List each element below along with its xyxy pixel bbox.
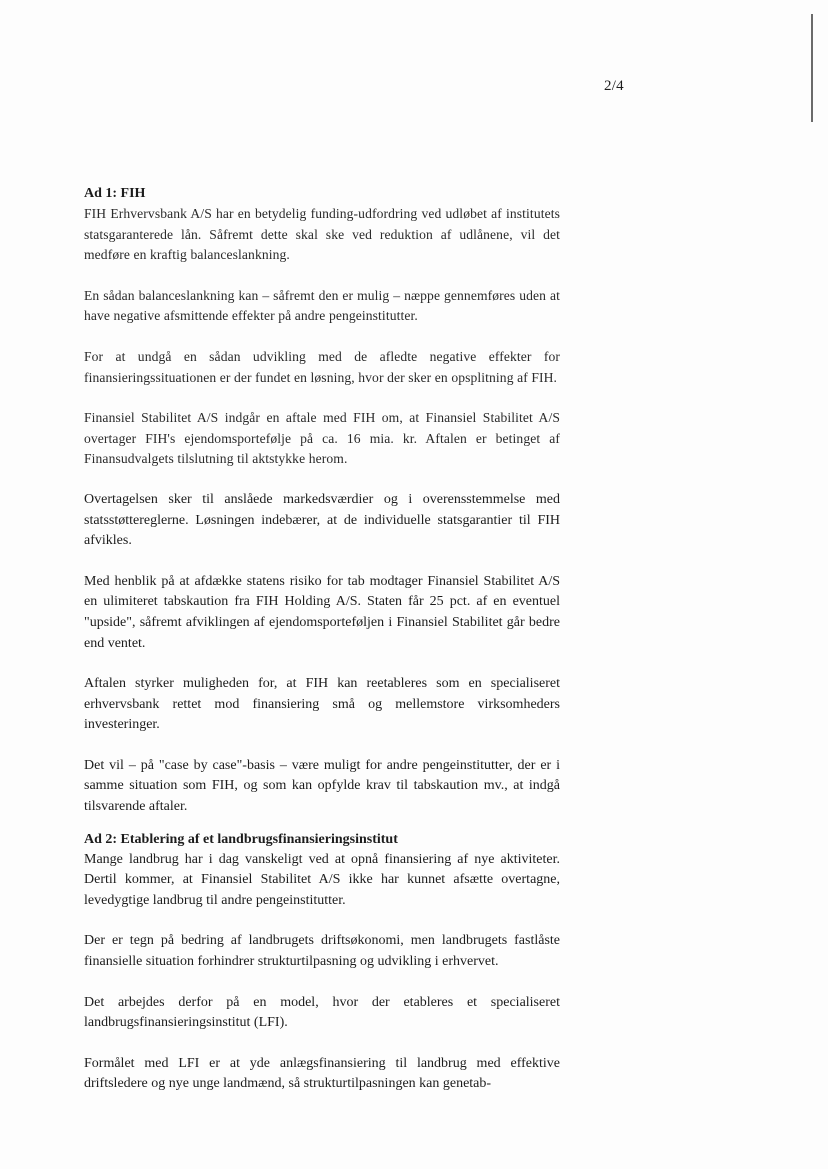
page-number: 2/4 bbox=[604, 78, 624, 94]
paragraph: Finansiel Stabilitet A/S indgår en aftale med FIH om, at Finansiel Stabilitet A/S overtager FIH's ejendomsportefølje på ca. 16 mia. kr. Aftalen er betinget af Finansudvalgets tilslutning til aktstykke herom. bbox=[84, 410, 560, 467]
paragraph: Der er tegn på bedring af landbrugets driftsøkonomi, men landbrugets fastlåste finansielle situation forhindrer strukturtilpasning og udvikling i erhvervet. bbox=[84, 933, 560, 970]
scan-edge-line bbox=[811, 14, 813, 122]
paragraph: Det vil – på "case by case"-basis – være muligt for andre pengeinstitutter, der er i samme situation som FIH, og som kan opfylde krav til tabskaution mv., at indgå tilsvarende aftaler. bbox=[84, 757, 560, 815]
section-fih bbox=[84, 184, 560, 818]
paragraph: Det arbejdes derfor på en model, hvor der etableres et specialiseret landbrugsfinansieringsinstitut (LFI). bbox=[84, 994, 560, 1031]
paragraph: Aftalen styrker muligheden for, at FIH kan reetableres som en specialiseret erhvervsbank rettet mod finansiering små og mellemstore virksomheders investeringer. bbox=[84, 676, 560, 733]
document-body bbox=[84, 184, 560, 1095]
section-heading: Ad 1: FIH bbox=[84, 186, 146, 201]
paragraph: Med henblik på at afdække statens risiko for tab modtager Finansiel Stabilitet A/S en ulimiteret tabskaution fra FIH Holding A/S. Staten får 25 pct. af en eventuel "upside", såfremt afviklingen af ejendomsporteføljen i Finansiel Stabilitet går bedre end ventet. bbox=[84, 573, 560, 651]
paragraph: Overtagelsen sker til anslåede markedsværdier og i overensstemmelse med statsstøttereglerne. Løsningen indebærer, at de individuelle statsgarantier til FIH afvikles. bbox=[84, 491, 560, 549]
section-landbrug bbox=[84, 830, 560, 1095]
section-heading: Ad 2: Etablering af et landbrugsfinansieringsinstitut bbox=[84, 831, 398, 847]
paragraph: Mange landbrug har i dag vanskeligt ved at opnå finansiering af nye aktiviteter. Dertil kommer, at Finansiel Stabilitet A/S ikke har kunnet afsætte overtagne, levedygtige landbrug til andre pengeinstitutter. bbox=[84, 851, 560, 908]
paragraph: En sådan balanceslankning kan – såfremt den er mulig – næppe gennemføres uden at have negative afsmittende effekter på andre pengeinstitutter. bbox=[84, 287, 560, 324]
paragraph: For at undgå en sådan udvikling med de afledte negative effekter for finansieringssituationen er der fundet en løsning, hvor der sker en opsplitning af FIH. bbox=[84, 348, 560, 385]
paragraph: Formålet med LFI er at yde anlægsfinansiering til landbrug med effektive driftsledere og nye unge landmænd, så strukturtilpasningen kan genetab- bbox=[84, 1055, 560, 1092]
paragraph: FIH Erhvervsbank A/S har en betydelig funding-udfordring ved udløbet af institutets statsgaranterede lån. Såfremt dette skal ske ved reduktion af udlånene, vil det medføre en kraftig balanceslankning. bbox=[84, 206, 560, 263]
